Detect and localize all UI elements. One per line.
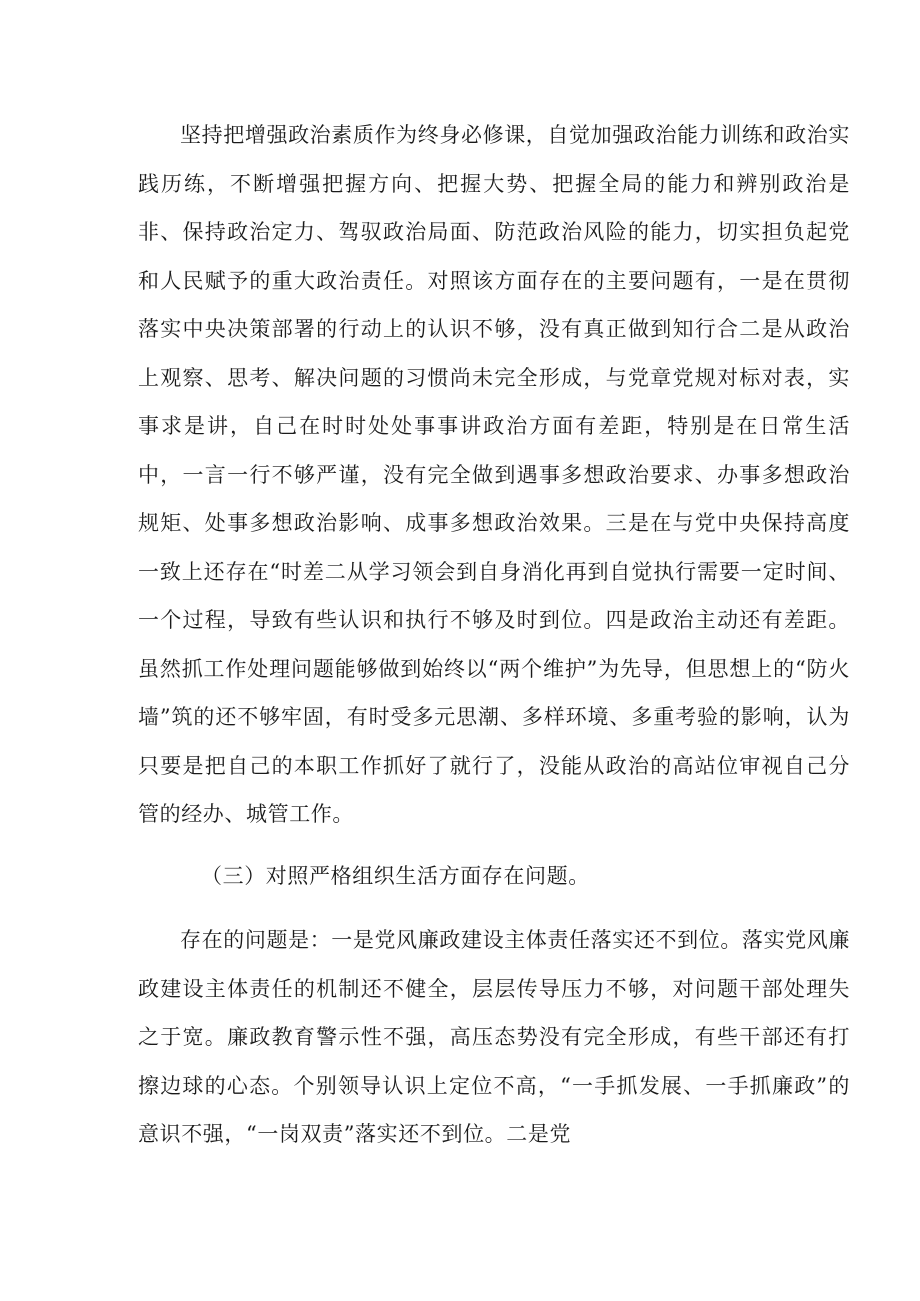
body-paragraph-existing-problems: 存在的问题是：一是党风廉政建设主体责任落实还不到位。落实党风廉政建设主体责任的机制还不健全，层层传导压力不够，对问题干部处理失之于宽。廉政教育警示性不强，高压态势没有完全形成，有些干部还有打擦边球的心态。个别领导认识上定位不高，“一手抓发展、一手抓廉政”的意识不强，“一岗双责”落实还不到位。二是党 [138,928,850,1146]
body-paragraph-political-quality: 坚持把增强政治素质作为终身必修课，自觉加强政治能力训练和政治实践历练，不断增强把握方向、把握大势、把握全局的能力和辨别政治是非、保持政治定力、驾驭政治局面、防范政治风险的能力，切实担负起党和人民赋予的重大政治责任。对照该方面存在的主要问题有，一是在贯彻落实中央决策部署的行动上的认识不够，没有真正做到知行合二是从政治上观察、思考、解决问题的习惯尚未完全形成，与党章党规对标对表，实事求是讲，自己在时时处处事事讲政治方面有差距，特别是在日常生活中，一言一行不够严谨，没有完全做到遇事多想政治要求、办事多想政治规矩、处事多想政治影响、成事多想政治效果。三是在与党中央保持高度一致上还存在“时差二从学习领会到自身消化再到自觉执行需要一定时间、一个过程，导致有些认识和执行不够及时到位。四是政治主动还有差距。虽然抓工作处理问题能够做到始终以“两个维护”为先导，但思想上的“防火墙”筑的还不够牢固，有时受多元思潮、多样环境、多重考验的影响，认为只要是把自己的本职工作抓好了就行了，没能从政治的高站位审视自己分管的经办、城管工作。 [138,123,850,826]
section-heading-organizational-life: （三）对照严格组织生活方面存在问题。 [201,863,590,888]
